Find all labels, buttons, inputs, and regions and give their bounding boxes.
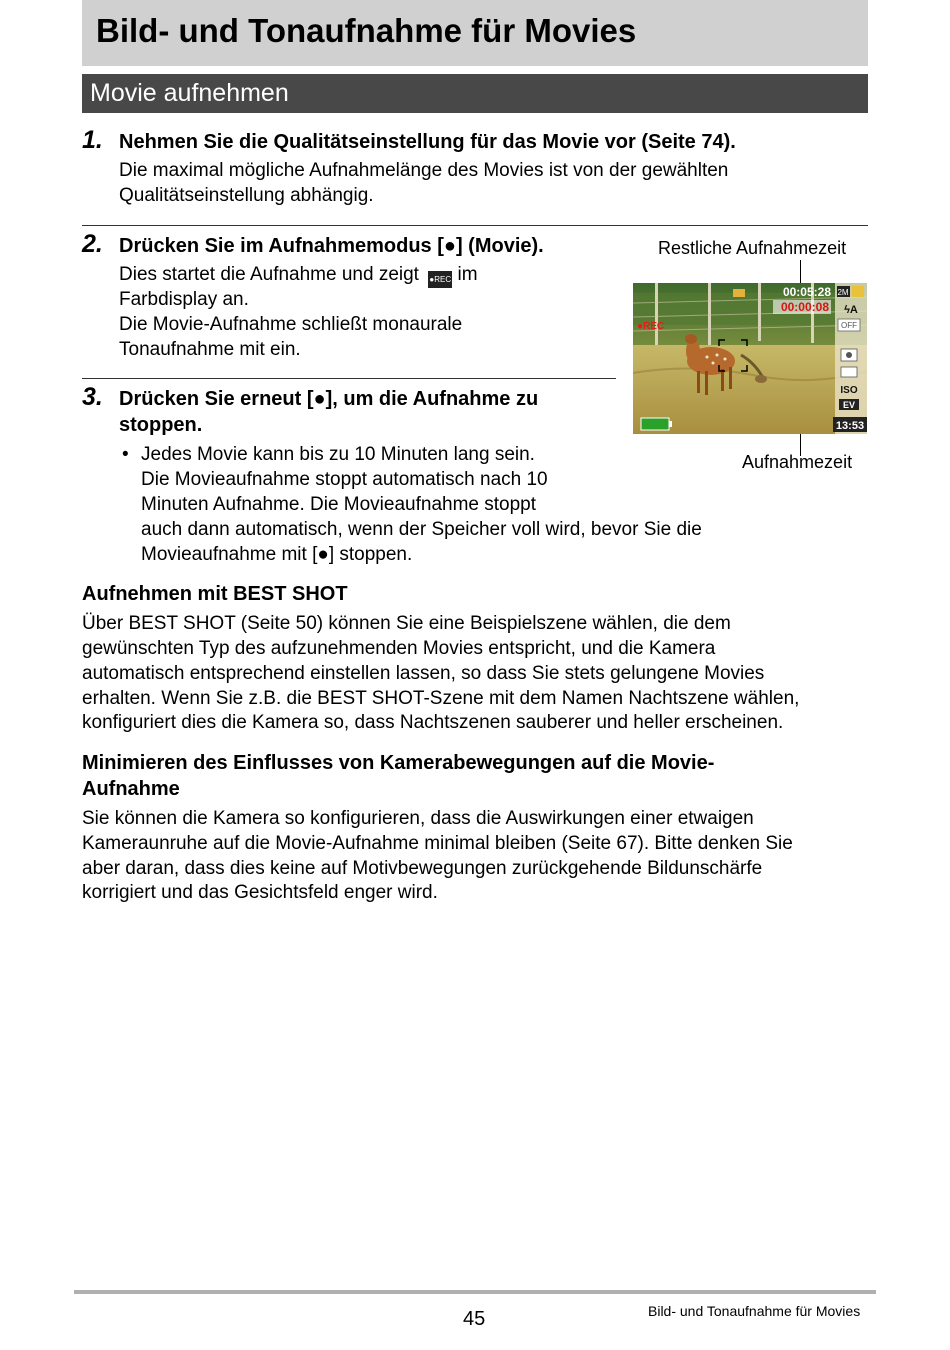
- step-divider: [82, 378, 616, 379]
- step-2-heading: Drücken Sie im Aufnahmemodus [●] (Movie).: [119, 235, 544, 257]
- step-3-heading-line: stoppen.: [119, 414, 203, 436]
- best-shot-text-line: erhalten. Wenn Sie z.B. die BEST SHOT-Szene mit dem Namen Nachtszene wählen,: [82, 688, 800, 709]
- bullet-text-line: Minuten Aufnahme. Die Movieaufnahme stoppt: [141, 494, 537, 515]
- stabilizer-text-line: korrigiert und das Gesichtsfeld enger wird.: [82, 882, 438, 903]
- step-2-text-line: [119, 262, 478, 288]
- label-remaining-time: Restliche Aufnahmezeit: [658, 238, 847, 258]
- bullet-text-line: Jedes Movie kann bis zu 10 Minuten lang sein.: [141, 444, 535, 465]
- stabilizer-text-line: Kameraunruhe auf die Movie-Aufnahme minimal bleiben (Seite 67). Bitte denken Sie: [82, 833, 793, 854]
- best-shot-text-line: Über BEST SHOT (Seite 50) können Sie eine Beispielszene wählen, die dem: [82, 613, 731, 634]
- footer-rule: [74, 1290, 876, 1294]
- step-1-text-line: Die maximal mögliche Aufnahmelänge des Movies ist von der gewählten: [119, 160, 729, 181]
- stabilizer-text-line: aber daran, dass dies keine auf Motivbewegungen zurückgehende Bildunschärfe: [82, 858, 763, 879]
- stabilizer-heading-line: Aufnahme: [82, 778, 180, 800]
- ev-indicator: EV: [842, 400, 856, 410]
- quality-indicator: 2M: [837, 288, 849, 297]
- rec-indicator: ●REC: [637, 321, 665, 332]
- section-title: Movie aufnehmen: [90, 79, 289, 107]
- elapsed-time-readout: 00:00:08: [780, 300, 829, 314]
- best-shot-text-line: gewünschten Typ des aufzunehmenden Movies entspricht, und die Kamera: [82, 638, 716, 659]
- clock-readout: 13:53: [835, 420, 865, 432]
- camera-display-image: [633, 283, 867, 434]
- bullet-text-line: Die Movieaufnahme stoppt automatisch nach 10: [141, 469, 548, 490]
- flash-indicator: ϟA: [844, 304, 858, 316]
- step-1-heading: Nehmen Sie die Qualitätseinstellung für das Movie vor (Seite 74).: [119, 131, 736, 153]
- step-1-text-line: Qualitätseinstellung abhängig.: [119, 185, 374, 206]
- bullet-text-line: Movieaufnahme mit [●] stoppen.: [141, 544, 413, 565]
- rec-icon: ●REC: [428, 271, 452, 288]
- best-shot-text-line: konfiguriert dies die Kamera so, dass Nachtszenen sauberer und heller erscheinen.: [82, 712, 784, 733]
- step-2-text-before-icon: Dies startet die Aufnahme und zeigt: [119, 264, 419, 285]
- step-3-number: 3.: [82, 383, 103, 411]
- step-divider: [82, 225, 868, 226]
- page-title: Bild- und Tonaufnahme für Movies: [96, 12, 637, 49]
- step-2-text-after-icon: im: [457, 264, 478, 285]
- step-1-number: 1.: [82, 126, 103, 154]
- bullet-marker: •: [122, 444, 129, 465]
- iso-indicator: ISO: [840, 385, 858, 396]
- footer-title: Bild- und Tonaufnahme für Movies: [648, 1303, 861, 1319]
- page-number: 45: [463, 1308, 486, 1330]
- step-2-number: 2.: [82, 230, 103, 258]
- step-3-heading-line: Drücken Sie erneut [●], um die Aufnahme zu: [119, 388, 539, 410]
- step-2-text-line: Farbdisplay an.: [119, 289, 249, 310]
- bullet-text-line: auch dann automatisch, wenn der Speicher voll wird, bevor Sie die: [141, 519, 702, 540]
- label-elapsed-time: Aufnahmezeit: [742, 452, 853, 472]
- step-2-text-line: Tonaufnahme mit ein.: [119, 339, 301, 360]
- stabilizer-text-line: Sie können die Kamera so konfigurieren, dass die Auswirkungen einer etwaigen: [82, 808, 754, 829]
- best-shot-text-line: automatisch entsprechend einstellen lassen, so dass Sie stets gelungene Movies: [82, 663, 765, 684]
- remaining-time-readout: 00:05:28: [782, 285, 831, 299]
- off-indicator: OFF: [841, 321, 857, 330]
- stabilizer-heading-line: Minimieren des Einflusses von Kamerabewegungen auf die Movie-: [82, 752, 715, 774]
- best-shot-heading: Aufnehmen mit BEST SHOT: [82, 583, 348, 605]
- step-2-text-line: Die Movie-Aufnahme schließt monaurale: [119, 314, 463, 335]
